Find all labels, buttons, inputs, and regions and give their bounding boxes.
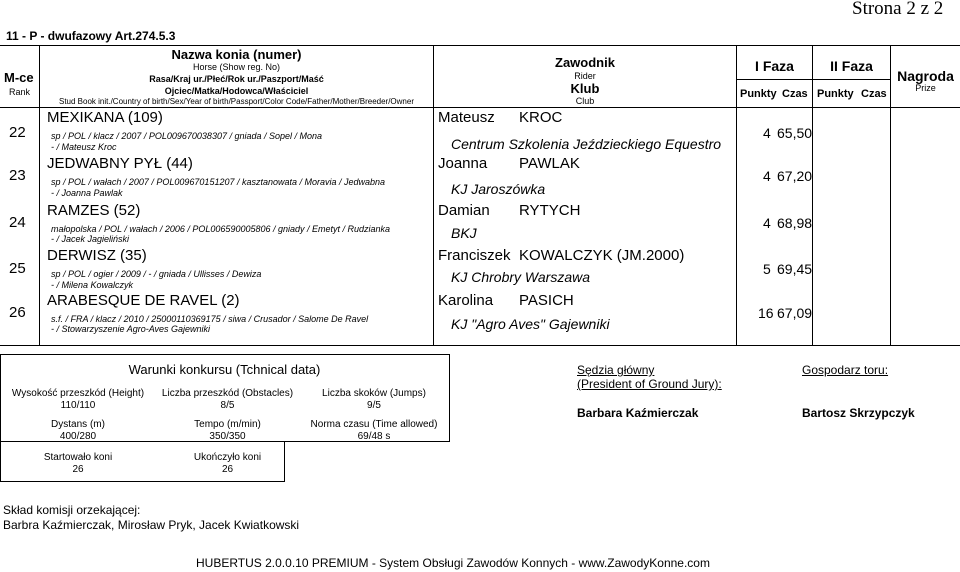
- time-cell: 69,45: [777, 261, 813, 277]
- rider-first-name: Franciszek: [438, 247, 511, 264]
- time-allowed-value: 69/48 s: [357, 431, 391, 442]
- obstacles-label: Liczba przeszkód (Obstacles): [161, 388, 294, 399]
- obstacles-value: 8/5: [220, 400, 235, 411]
- rider-last-name: PAWLAK: [519, 155, 580, 172]
- horse-name: MEXIKANA (109): [47, 109, 163, 126]
- rider-first-name: Joanna: [438, 155, 488, 172]
- points-cell: 4: [763, 168, 771, 184]
- points2-header: Punkty: [817, 88, 854, 100]
- rank-cell: 24: [9, 214, 26, 231]
- time-cell: 65,50: [777, 125, 813, 141]
- horse-info: sp / POL / wałach / 2007 / POL009670151207 / kasztanowata / Moravia / Jedwabna: [51, 177, 386, 187]
- class-title: 11 - P - dwufazowy Art.274.5.3: [6, 29, 176, 43]
- points1-header: Punkty: [740, 88, 777, 100]
- horse-name: JEDWABNY PYŁ (44): [47, 155, 193, 172]
- judge-name: Barbara Kaźmierczak: [577, 406, 699, 420]
- time-allowed-label: Norma czasu (Time allowed): [310, 419, 438, 430]
- conditions-title: Warunki konkursu (Tchnical data): [128, 362, 321, 377]
- horse-name: DERWISZ (35): [47, 247, 147, 264]
- judge-label-en: (President of Ground Jury):: [577, 377, 722, 391]
- host-label: Gospodarz toru:: [802, 363, 889, 377]
- distance-label: Dystans (m): [51, 419, 105, 430]
- club-name: KJ Jaroszówka: [451, 181, 546, 197]
- prize-header-sub: Prize: [915, 83, 936, 93]
- horse-owner: - / Milena Kowalczyk: [51, 280, 134, 290]
- club-name: KJ Chrobry Warszawa: [451, 269, 591, 285]
- jumps-label: Liczba skoków (Jumps): [322, 388, 426, 399]
- horse-name: RAMZES (52): [47, 202, 141, 219]
- tempo-value: 350/350: [209, 431, 246, 442]
- club-header-sub: Club: [575, 96, 595, 106]
- rank-cell: 25: [9, 260, 26, 277]
- time-cell: 68,98: [777, 215, 813, 231]
- horse-owner: - / Jacek Jagieliński: [51, 234, 130, 244]
- rider-header-sub: Rider: [574, 71, 596, 81]
- horse-header: Nazwa konia (numer): [171, 47, 302, 62]
- rider-last-name: KOWALCZYK (JM.2000): [519, 247, 685, 264]
- club-name: BKJ: [451, 225, 477, 241]
- club-name: Centrum Szkolenia Jeździeckiego Equestro: [451, 136, 722, 152]
- time-cell: 67,09: [777, 305, 813, 321]
- rank-cell: 26: [9, 304, 26, 321]
- points-cell: 4: [763, 215, 771, 231]
- phase2-header: II Faza: [830, 58, 873, 74]
- started-label: Startowało koni: [43, 452, 113, 463]
- rider-first-name: Damian: [438, 202, 490, 219]
- tempo-label: Tempo (m/min): [194, 419, 261, 430]
- horse-owner: - / Mateusz Kroc: [51, 142, 117, 152]
- time2-header: Czas: [861, 88, 887, 100]
- started-value: 26: [72, 464, 84, 475]
- time-cell: 67,20: [777, 168, 813, 184]
- breed-header: Rasa/Kraj ur./Płeć/Rok ur./Paszport/Maść: [149, 74, 324, 84]
- judge-label: Sędzia główny: [577, 363, 655, 377]
- rank-header-sub: Rank: [9, 87, 31, 97]
- horse-header-sub: Horse (Show reg. No): [192, 62, 281, 72]
- prize-header: Nagroda: [897, 68, 954, 84]
- club-name: KJ "Agro Aves" Gajewniki: [451, 316, 610, 332]
- studbook-header: Stud Book init./Country of birth/Sex/Year of birth/Passport/Color Code/Father/Mother/Breeder/Owner: [59, 97, 414, 106]
- horse-info: s.f. / FRA / klacz / 2010 / 25000110369175 / siwa / Crusador / Salome De Ravel: [51, 314, 369, 324]
- jumps-value: 9/5: [367, 400, 381, 411]
- rider-first-name: Mateusz: [438, 109, 495, 126]
- rank-cell: 22: [9, 124, 26, 141]
- horse-name: ARABESQUE DE RAVEL (2): [47, 292, 240, 309]
- finished-label: Ukończyło koni: [193, 452, 262, 463]
- distance-value: 400/280: [59, 431, 97, 442]
- committee-label: Skład komisji orzekającej:: [3, 503, 141, 517]
- rider-last-name: RYTYCH: [519, 202, 581, 219]
- rider-last-name: KROC: [519, 109, 563, 126]
- footer-text: HUBERTUS 2.0.0.10 PREMIUM - System Obsługi Zawodów Konnych - www.ZawodyKonne.com: [196, 556, 710, 570]
- height-value: 110/110: [60, 400, 96, 411]
- time1-header: Czas: [782, 88, 808, 100]
- horse-owner: - / Stowarzyszenie Agro-Aves Gajewniki: [51, 324, 211, 334]
- phase1-header: I Faza: [755, 58, 794, 74]
- rider-first-name: Karolina: [438, 292, 494, 309]
- finished-value: 26: [221, 464, 234, 475]
- horse-info: sp / POL / ogier / 2009 / - / gniada / Ullisses / Dewiza: [51, 269, 262, 279]
- club-header: Klub: [570, 81, 600, 96]
- points-cell: 4: [763, 125, 771, 141]
- points-cell: 16: [758, 305, 774, 321]
- rider-header: Zawodnik: [555, 55, 615, 70]
- host-name: Bartosz Skrzypczyk: [802, 406, 915, 420]
- rider-last-name: PASICH: [519, 292, 574, 309]
- height-label: Wysokość przeszkód (Height): [11, 388, 145, 399]
- rank-cell: 23: [9, 167, 26, 184]
- rank-header: M-ce: [4, 70, 34, 85]
- horse-owner: - / Joanna Pawlak: [51, 188, 123, 198]
- horse-info: małopolska / POL / wałach / 2006 / POL006590005806 / gniady / Emetyt / Rudzianka: [51, 224, 391, 234]
- committee-names: Barbra Kaźmierczak, Mirosław Pryk, Jacek Kwiatkowski: [3, 518, 300, 532]
- breeder-header: Ojciec/Matka/Hodowca/Właściciel: [164, 86, 309, 96]
- horse-info: sp / POL / klacz / 2007 / POL009670038307 / gniada / Sopel / Mona: [51, 131, 323, 141]
- points-cell: 5: [763, 261, 771, 277]
- page-label: Strona 2 z 2: [852, 0, 944, 19]
